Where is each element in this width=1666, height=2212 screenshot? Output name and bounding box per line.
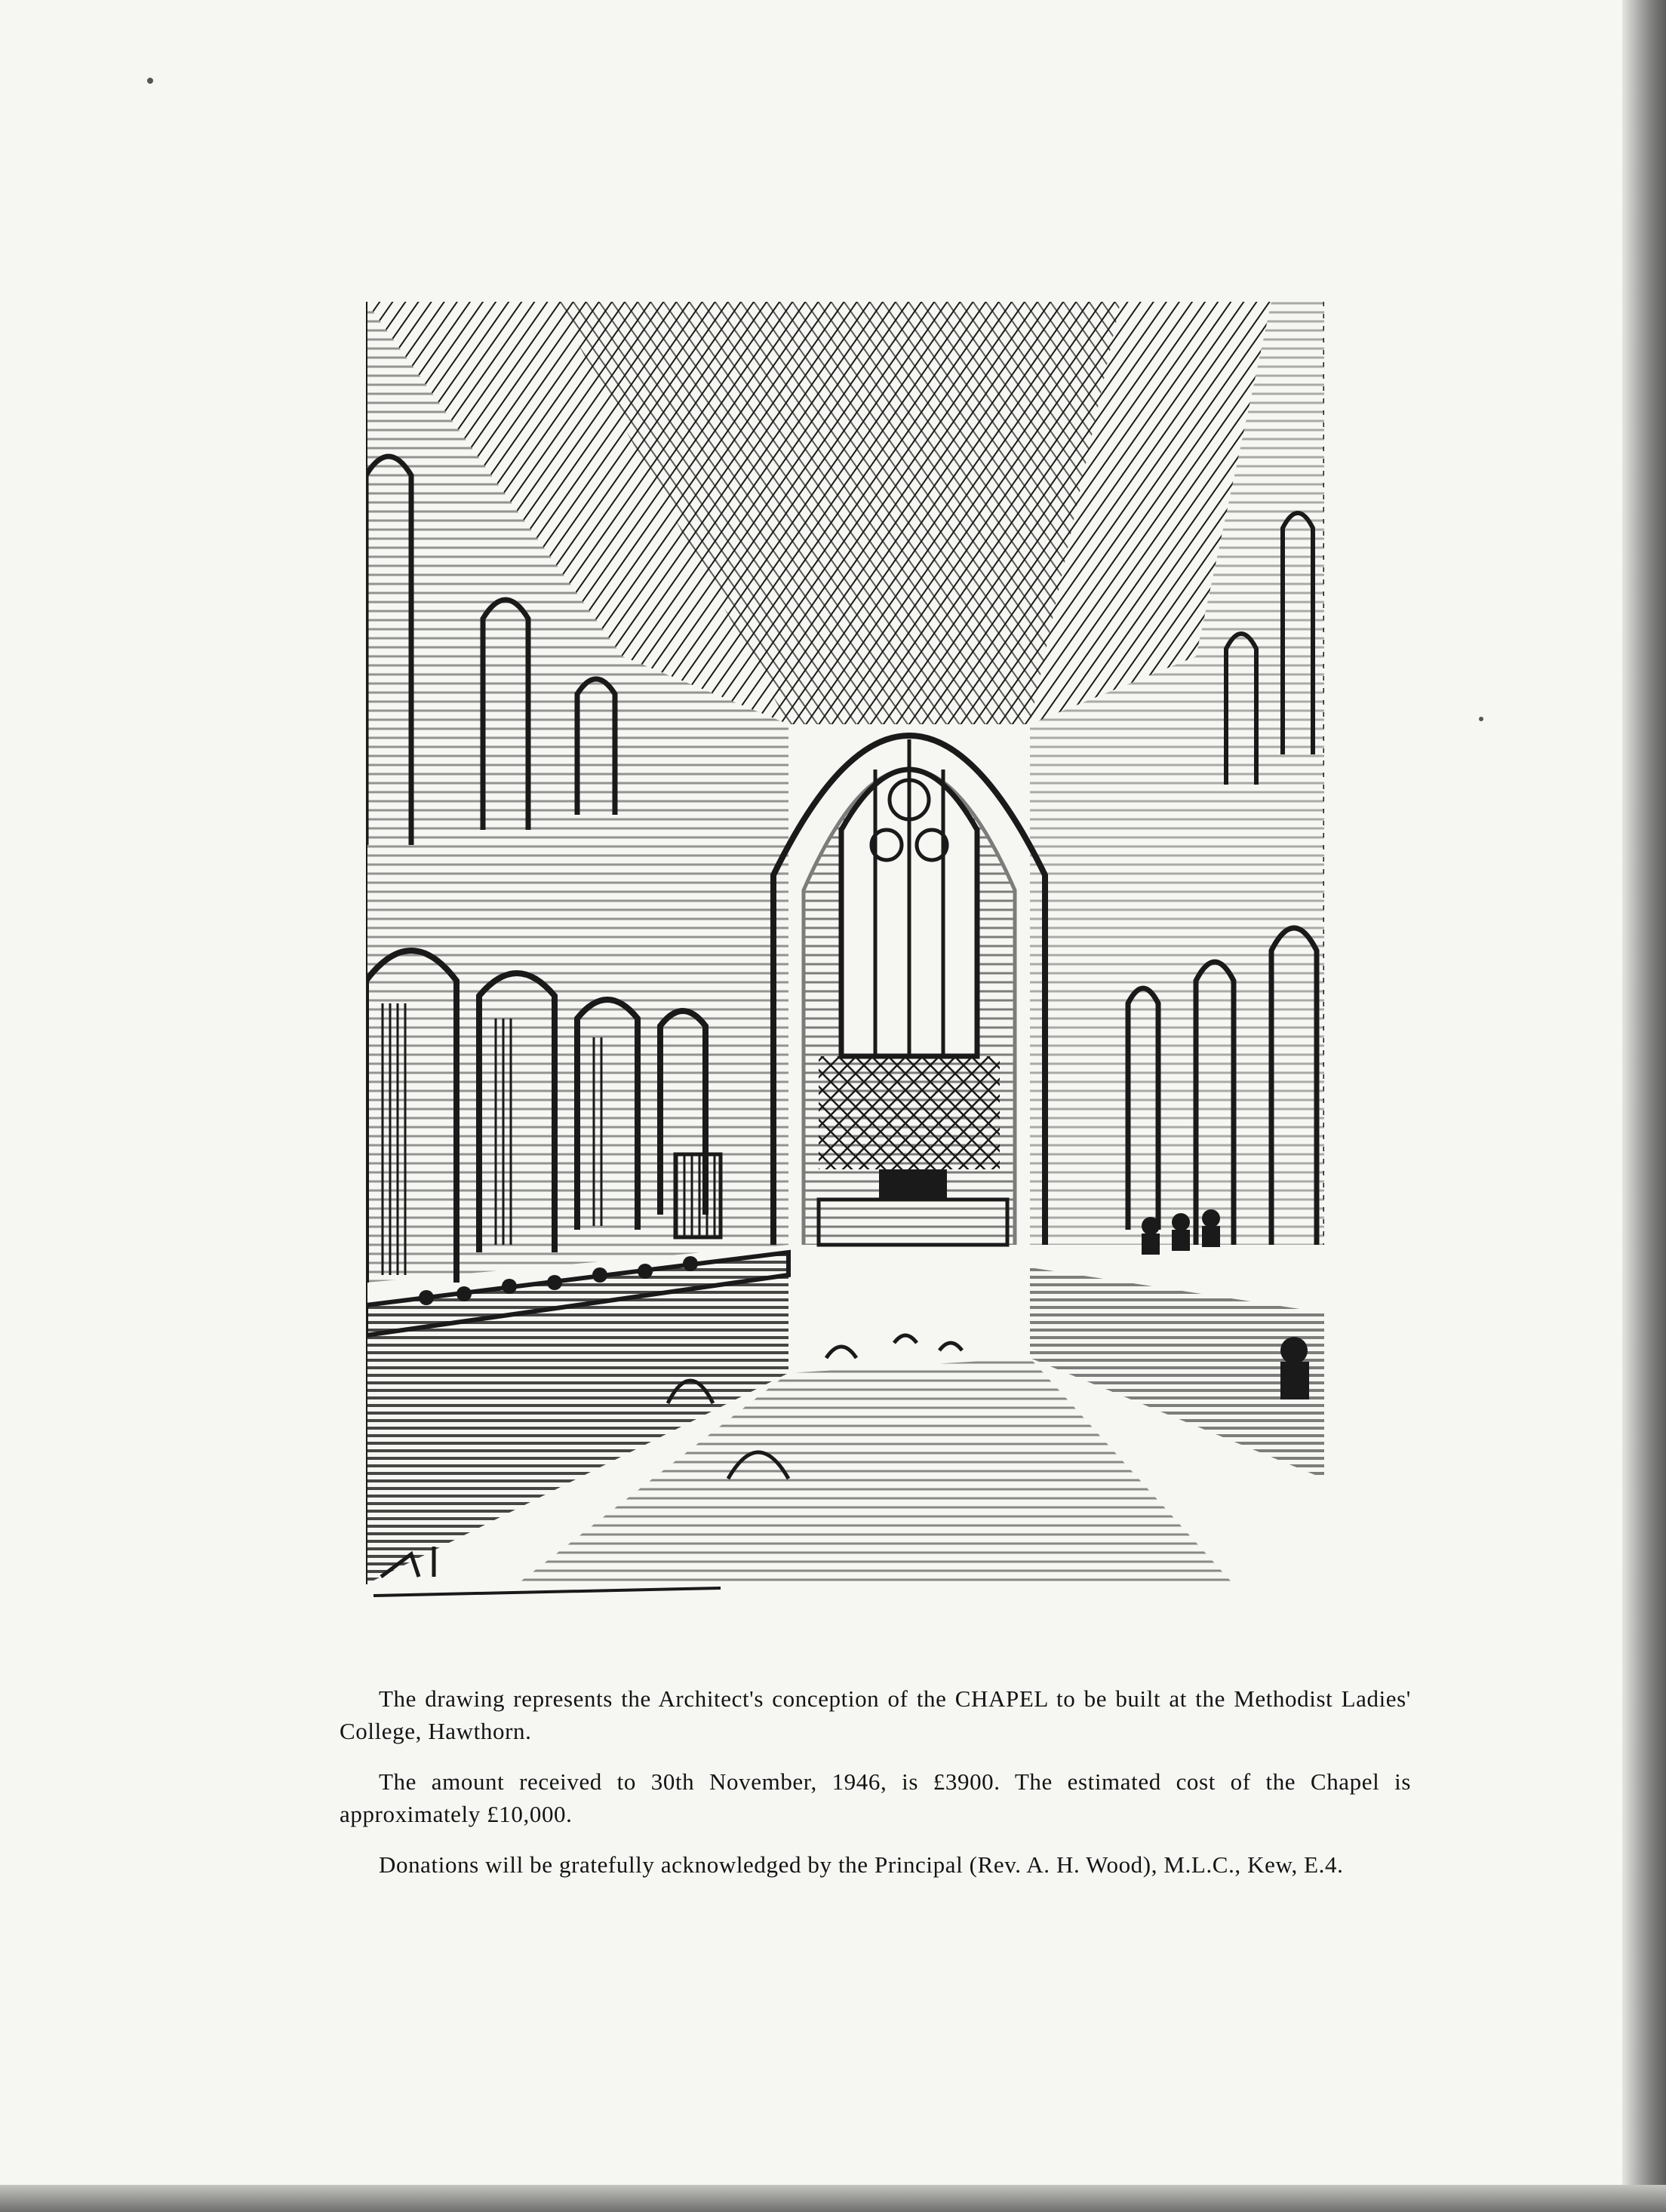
chapel-drawing-svg: [366, 302, 1324, 1599]
caption-block: [340, 1682, 1411, 1899]
caption-paragraph-amount: The amount received to 30th November, 1946, is £3900. The estimated cost of the Chapel is approximately £10,000.: [340, 1768, 1411, 1827]
paper-speck: [1479, 717, 1483, 721]
caption-paragraph-drawing: The drawing represents the Architect's conception of the CHAPEL to be built at the Methodist Ladies' College, Hawthorn.: [340, 1685, 1411, 1744]
drawing-baseline: [373, 1588, 721, 1596]
paper-speck: [147, 78, 153, 84]
reredos-screen: [819, 1056, 1000, 1169]
page-bottom-edge: [0, 2185, 1666, 2212]
page-spine-shadow: [1622, 0, 1666, 2212]
caption-paragraph-donations: Donations will be gratefully acknowledged by the Principal (Rev. A. H. Wood), M.L.C., Kew, E.4.: [379, 1851, 1344, 1878]
chapel-interior-illustration: [366, 302, 1324, 1599]
altar: [879, 1169, 947, 1200]
pulpit: [675, 1154, 721, 1237]
